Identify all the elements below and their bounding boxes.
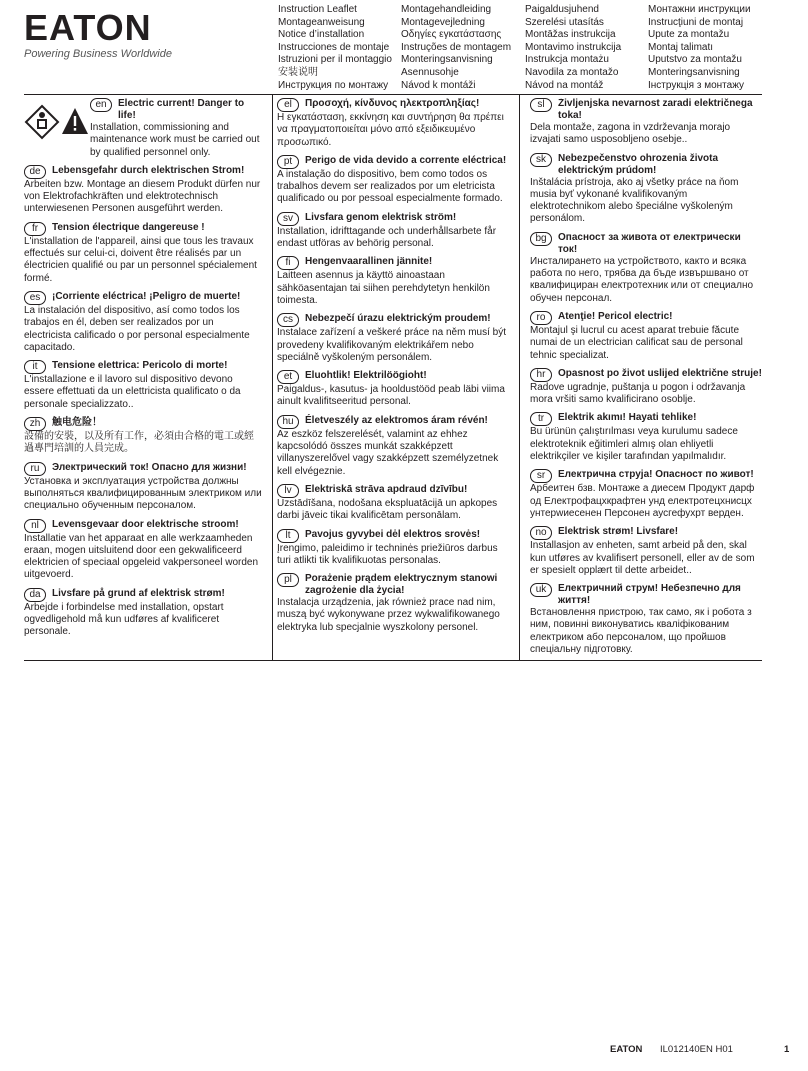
language-badge: sv	[277, 212, 299, 226]
section-heading	[530, 311, 762, 325]
language-badge: es	[24, 291, 46, 305]
header-title: Instrucţiuni de montaj	[648, 16, 744, 28]
header-title: Инструкция по монтажу	[278, 79, 389, 91]
header-col-3	[525, 4, 621, 92]
section-heading	[24, 519, 262, 533]
section-text: Installation, idrifttagande och underhållsarbete får endast utföras av behörig personal.	[277, 225, 497, 250]
section-title: Atenţie! Pericol electric!	[558, 310, 673, 322]
section-pl	[277, 573, 513, 634]
header-col-2	[401, 4, 511, 92]
section-title: ¡Corriente eléctrica! ¡Peligro de muerte!	[52, 290, 241, 302]
header-title: Monteringsanvisning	[648, 66, 740, 78]
section-heading	[24, 222, 262, 236]
section-text: Paigaldus-, kasutus- ja hooldustööd peab läbi viima ainult kvalifitseeritud personal.	[277, 384, 505, 408]
language-badge: hr	[530, 368, 552, 382]
section-sr	[530, 469, 762, 520]
header-title: Instrucciones de montaje	[278, 41, 390, 53]
section-sl	[530, 98, 762, 147]
section-nl	[24, 519, 262, 582]
section-pt	[277, 155, 513, 206]
column-divider-2	[519, 94, 520, 660]
header-title: Návod k montáži	[401, 79, 476, 91]
footer-page-number: 1	[784, 1044, 790, 1055]
section-da	[24, 588, 262, 639]
header-title: 安装说明	[278, 66, 318, 78]
section-sv	[277, 212, 513, 251]
section-text: Laitteen asennus ja käyttö ainoastaan sähköasentajan tai siihen perehdytetyn henkilön toimesta.	[277, 270, 490, 306]
section-title: 触电危险！	[52, 417, 102, 429]
language-badge: it	[24, 360, 46, 374]
section-text: Η εγκατάσταση, εκκίνηση και συντήρηση θα πρέπει να πραγματοποιείται μόνο από εξειδικευμένο προσωπικό.	[277, 112, 504, 148]
section-heading	[530, 469, 762, 483]
section-title: Opasnost po život uslijed električne struje!	[558, 367, 762, 379]
language-badge: sl	[530, 98, 552, 112]
section-title: Електричний струм! Небезпечно для життя!	[558, 583, 741, 607]
section-hr	[530, 368, 762, 407]
section-heading	[530, 153, 762, 177]
section-text: Dela montaže, zagona in vzdrževanja morajo izvajati samo usposobljeno osebje..	[530, 122, 731, 146]
language-badge: fr	[24, 222, 46, 236]
column-1	[24, 98, 262, 662]
language-badge: lt	[277, 529, 299, 543]
language-badge: el	[277, 98, 299, 112]
section-heading	[277, 573, 513, 597]
section-bg	[530, 232, 762, 305]
section-title: Elektrik akımı! Hayati tehlike!	[558, 412, 697, 424]
section-title: Življenjska nevarnost zaradi električnega toka!	[558, 98, 753, 121]
section-text: Inštalácia prístroja, ako aj všetky práce na ňom musia byť vykonané kvalifikovaným elektrotechnikom alebo špeciálne vyškoleným personálom.	[530, 176, 739, 225]
language-badge: en	[90, 98, 112, 112]
section-title: Nebezpečenstvo ohrozenia života elektrickým prúdom!	[558, 152, 719, 176]
section-title: Levensgevaar door elektrische stroom!	[52, 518, 239, 530]
footer-brand: EATON	[610, 1044, 643, 1055]
section-tr	[530, 412, 762, 463]
section-heading	[277, 313, 513, 327]
section-ru	[24, 462, 262, 513]
section-de	[24, 165, 262, 216]
section-text: L'installation de l'appareil, ainsi que tous les travaux effectués sur celui-ci, doivent être réalisés par un électricien qualifié ou par un personnel spécialement formé.	[24, 235, 257, 284]
section-heading	[530, 412, 762, 426]
section-en	[90, 98, 262, 159]
section-heading	[277, 256, 513, 270]
section-text: Arbejde i forbindelse med installation, opstart ogvedligehold må kun udføres af kvalificeret personale.	[24, 601, 224, 638]
section-zh	[24, 417, 262, 456]
section-heading	[277, 370, 513, 384]
section-title: Lebensgefahr durch elektrischen Strom!	[52, 164, 245, 176]
language-badge: nl	[24, 519, 46, 533]
language-badge: no	[530, 526, 552, 540]
header-title: Montaj talimatı	[648, 41, 714, 53]
section-heading	[530, 583, 762, 607]
column-divider-1	[272, 94, 273, 660]
header-title: Montagevejledning	[401, 16, 485, 28]
section-heading	[277, 484, 513, 498]
section-fr	[24, 222, 262, 285]
section-title: Elektriskā strāva apdraud dzīvību!	[305, 483, 468, 495]
header-title: Notice d’installation	[278, 29, 365, 41]
section-heading	[90, 98, 262, 122]
section-text: Montajul şi lucrul cu acest aparat trebuie făcute numai de un electrician calificat sau de personal tehnic specializat.	[530, 324, 743, 361]
language-badge: ru	[24, 462, 46, 476]
language-badge: da	[24, 588, 46, 602]
header-title: Montageanweisung	[278, 16, 365, 28]
header-title: Navodila za montažo	[525, 66, 619, 78]
section-text: Uzstādīšana, nodošana ekspluatācijā un apkopes darbi jāveic tikai kvalificētam personālam.	[277, 497, 498, 522]
section-title: Tensione elettrica: Pericolo di morte!	[52, 360, 228, 372]
section-title: Nebezpečí úrazu elektrickým proudem!	[305, 313, 491, 325]
section-text: Installasjon av enheten, samt arbeid på den, skal kun utføres av kvalifisert personell, eller av de som er spesielt opplært til dette arbeidet..	[530, 540, 755, 576]
section-text: 設備的安裝，以及所有工作，必須由合格的電工或經過專門培訓的人員完成。	[24, 431, 254, 455]
language-badge: zh	[24, 417, 46, 431]
header-title: Asennusohje	[401, 66, 459, 78]
section-et	[277, 370, 513, 409]
header-title: Uputstvo za montažu	[648, 54, 742, 66]
section-heading	[530, 368, 762, 382]
section-text: L'installazione e il lavoro sul dispositivo devono essere effettuati da un elettricista qualificato o da personale specializzato..	[24, 374, 241, 410]
section-ro	[530, 311, 762, 362]
section-heading	[24, 462, 262, 476]
section-title: Livsfara genom elektrisk ström!	[305, 211, 457, 223]
section-heading	[24, 417, 262, 431]
section-text: Instalace zařízení a veškeré práce na něm musí být provedeny kvalifikovaným elektrikářem nebo speciálně vyškoleným personálem.	[277, 327, 506, 363]
language-badge: lv	[277, 484, 299, 498]
section-text: La instalación del dispositivo, así como todos los trabajos en él, deben ser realizados por un electricista calificado o por personal especialmente capacitado.	[24, 304, 250, 353]
section-cs	[277, 313, 513, 364]
column-3	[530, 98, 762, 662]
section-heading	[277, 529, 513, 543]
section-heading	[277, 212, 513, 226]
header-title: Інструкція з монтажу	[648, 79, 745, 91]
header-title: Szerelési utasítás	[525, 16, 604, 28]
section-lv	[277, 484, 513, 523]
header-title: Paigaldusjuhend	[525, 4, 599, 15]
section-text: Radove ugradnje, puštanja u pogon i održavanja mora vršiti samo kvalificirano osoblje.	[530, 381, 746, 406]
section-text: Bu ürünün çalıştırılması veya kurulumu sadece elektroteknik eğitimleri almış olan ehliyetli elektrikçiler ve kişiler tarafından yapılmalıdır.	[530, 426, 738, 463]
header-title: Instruction Leaflet	[278, 4, 357, 15]
section-heading	[530, 526, 762, 540]
language-badge: pt	[277, 155, 299, 169]
section-heading	[530, 232, 762, 256]
section-heading	[530, 98, 762, 122]
header-title: Istruzioni per il montaggio	[278, 54, 392, 66]
section-title: Eluohtlik! Elektrilöögioht!	[305, 370, 427, 382]
language-badge: et	[277, 370, 299, 384]
section-title: Perigo de vida devido a corrente eléctrica!	[305, 154, 507, 166]
top-rule	[24, 94, 762, 95]
section-el	[277, 98, 513, 149]
section-it	[24, 360, 262, 411]
section-heading	[24, 360, 262, 374]
header-title: Οδηγίες εγκατάστασης	[401, 29, 502, 41]
section-heading	[24, 588, 262, 602]
section-sk	[530, 153, 762, 226]
language-badge: sr	[530, 469, 552, 483]
section-lt	[277, 529, 513, 568]
header-title: Montāžas instrukcija	[525, 29, 616, 41]
section-heading	[24, 165, 262, 179]
footer-doc-id: IL012140EN H01	[660, 1044, 733, 1055]
language-badge: hu	[277, 415, 299, 429]
language-badge: uk	[530, 583, 552, 597]
language-badge: tr	[530, 412, 552, 426]
section-title: Életveszély az elektromos áram révén!	[305, 414, 488, 426]
section-text: Установка и эксплуатация устройства должны выполняться квалифицированным электриком или специально обученным персоналом.	[24, 475, 262, 512]
section-title: Προσοχή, κίνδυνος ηλεκτροπληξίας!	[305, 98, 480, 109]
section-title: Elektrisk strøm! Livsfare!	[558, 526, 679, 538]
section-title: Tension électrique dangereuse !	[52, 221, 205, 233]
header-title: Montavimo instrukcija	[525, 41, 622, 53]
language-badge: ro	[530, 311, 552, 325]
section-no	[530, 526, 762, 577]
header-col-1	[278, 4, 392, 92]
eaton-logo	[24, 7, 184, 60]
section-text: Įrengimo, paleidimo ir techninės priežiūros darbus turi atlikti tik kvalifikuotas personalas.	[277, 542, 498, 566]
section-text: Встановлення пристрою, так само, як і робота з ним, повинні виконуватись кваліфікованим електриком або персоналом, що пройшов спеціальну підготовку.	[530, 607, 752, 656]
section-text: Az eszköz felszerelését, valamint az ehhez kapcsolódó összes munkát szakképzett villanyszerelővel vagy szakképzett személyzetnek kell elvégeznie.	[277, 428, 499, 477]
section-title: Електрична струја! Опасност по живот!	[558, 469, 754, 481]
header-title: Instrukcja montażu	[525, 54, 609, 66]
section-es	[24, 291, 262, 354]
logo-wordmark: EATON	[24, 7, 152, 48]
header-title: Монтажни инструкции	[648, 4, 751, 15]
section-heading	[277, 98, 513, 112]
section-text: Арбеитен бзв. Монтаже а диесем Продукт дарф од Електрофацхкрафтен унд електротецхнисцх унтерwиесенен Персонен аусгефухрт верден.	[530, 483, 755, 519]
section-title: Электрический ток! Опасно для жизни!	[52, 461, 247, 473]
section-hu	[277, 415, 513, 478]
section-text: Инсталирането на устройството, както и всяка работа по него, трябва да бъде извършвано от квалифициран електротехник или от специално обучен персонал.	[530, 255, 754, 304]
section-title: Livsfare på grund af elektrisk strøm!	[52, 587, 225, 599]
section-title: Porażenie prądem elektrycznym stanowi zagrożenie dla życia!	[305, 573, 498, 597]
section-text: Arbeiten bzw. Montage an diesem Produkt dürfen nur von Elektrofachkräften und elektrotechnisch unterwiesenen Personen ausgeführt werden.	[24, 178, 261, 215]
section-title: Electric current! Danger to life!	[118, 98, 245, 121]
section-title: Pavojus gyvybei dėl elektros srovės!	[305, 528, 481, 540]
section-heading	[277, 415, 513, 429]
section-heading	[277, 155, 513, 169]
section-text: A instalação do dispositivo, bem como todos os trabalhos devem ser realizados por um eletricista qualificado ou por pessoal especialmente formado.	[277, 168, 503, 205]
header-title: Monteringsanvisning	[401, 54, 493, 66]
language-badge: bg	[530, 232, 552, 246]
header-col-4	[648, 4, 751, 92]
header-title: Instruções de montagem	[401, 41, 512, 53]
section-text: Installation, commissioning and maintenance work must be carried out by qualified personnel only.	[90, 122, 260, 158]
header-title: Návod na montáž	[525, 79, 604, 91]
column-2	[277, 98, 513, 662]
language-badge: fi	[277, 256, 299, 270]
header-title: Montagehandleiding	[401, 4, 492, 15]
section-heading	[24, 291, 262, 305]
section-fi	[277, 256, 513, 307]
language-badge: de	[24, 165, 46, 179]
language-badge: sk	[530, 153, 552, 167]
language-badge: pl	[277, 573, 299, 587]
section-title: Опасност за живота от електрически ток!	[558, 231, 741, 255]
section-text: Instalacja urządzenia, jak również prace nad nim, muszą być wykonywane przez wykwalifikowanego elektryka lub specjalnie wyszkolony personel.	[277, 597, 500, 633]
section-uk	[530, 583, 762, 656]
language-badge: cs	[277, 313, 299, 327]
section-title: Hengenvaarallinen jännite!	[305, 256, 433, 268]
header-title: Upute za montažu	[648, 29, 730, 41]
section-text: Installatie van het apparaat en alle werkzaamheden eraan, mogen uitsluitend door een gekwalificeerd elektricien of speciaal opgeleid vakpersoneel worden uitgevoerd.	[24, 532, 259, 581]
logo-tagline: Powering Business Worldwide	[24, 48, 172, 60]
